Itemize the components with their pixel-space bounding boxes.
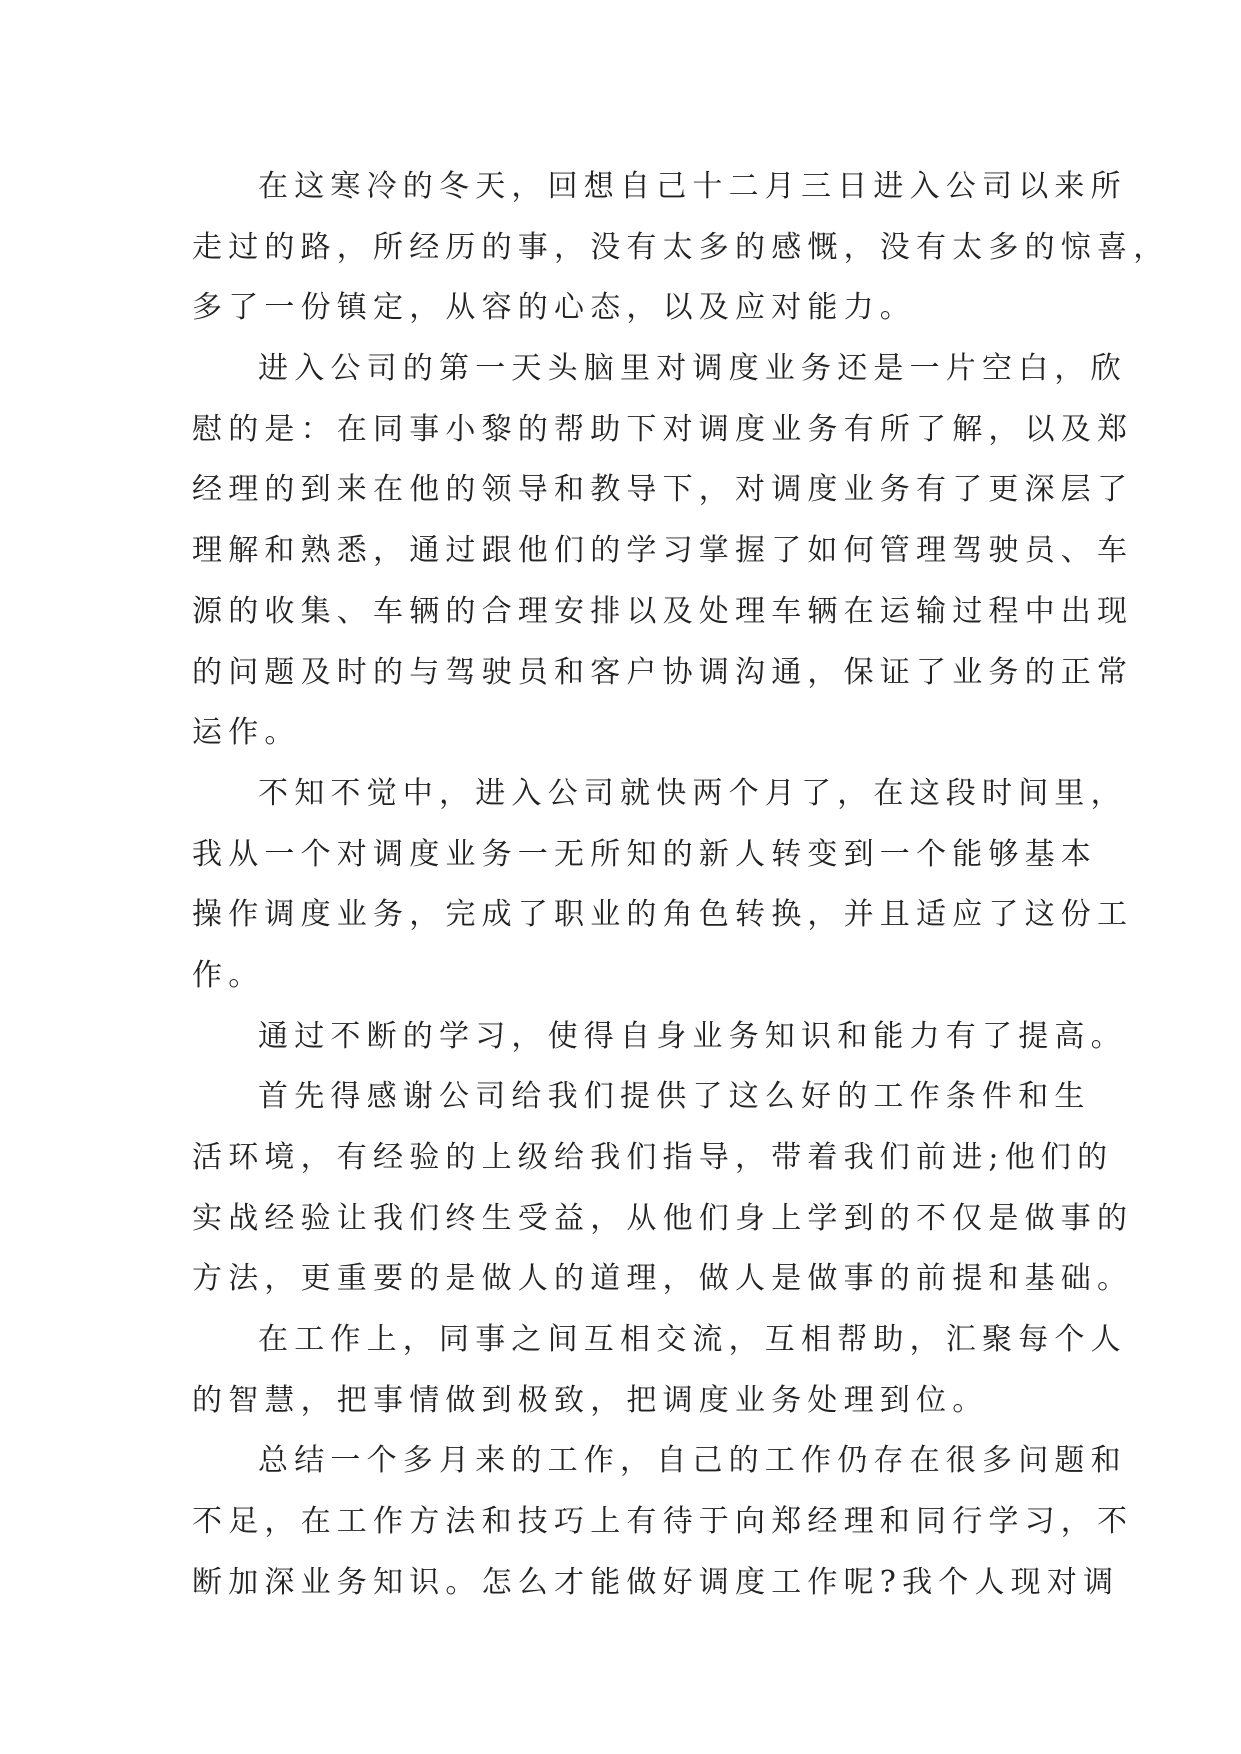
text-line: 走过的路，所经历的事，没有太多的感慨，没有太多的惊喜，: [192, 229, 1170, 265]
text-line: 在工作上，同事之间互相交流，互相帮助，汇聚每个人: [258, 1322, 1127, 1358]
text-line: 多了一份镇定，从容的心态，以及应对能力。: [192, 290, 916, 326]
text-line: 不足，在工作方法和技巧上有待于向郑经理和同行学习，不: [192, 1504, 1134, 1540]
text-line: 我从一个对调度业务一无所知的新人转变到一个能够基本: [192, 836, 1097, 872]
text-line: 的问题及时的与驾驶员和客户协调沟通，保证了业务的正常: [192, 654, 1134, 690]
text-line: 的智慧，把事情做到极致，把调度业务处理到位。: [192, 1382, 989, 1418]
text-line: 经理的到来在他的领导和教导下，对调度业务有了更深层了: [192, 472, 1134, 508]
paragraph-7: [192, 1431, 1134, 1613]
text-line: 断加深业务知识。怎么才能做好调度工作呢?我个人现对调: [192, 1564, 1120, 1600]
paragraph-3: [192, 764, 1134, 1007]
text-line: 不知不觉中，进入公司就快两个月了，在这段时间里，: [258, 775, 1127, 811]
text-line: 活环境，有经验的上级给我们指导，带着我们前进;他们的: [192, 1140, 1114, 1175]
text-line: 操作调度业务，完成了职业的角色转换，并且适应了这份工: [192, 897, 1134, 933]
text-line: 通过不断的学习，使得自身业务知识和能力有了提高。: [258, 1018, 1127, 1054]
text-line: 首先得感谢公司给我们提供了这么好的工作条件和生: [258, 1079, 1091, 1115]
text-line: 源的收集、车辆的合理安排以及处理车辆在运输过程中出现: [192, 593, 1134, 629]
paragraph-2: [192, 339, 1134, 764]
text-line: 总结一个多月来的工作，自己的工作仍存在很多问题和: [258, 1443, 1127, 1479]
paragraph-5: [192, 1067, 1134, 1310]
text-line: 作。: [192, 957, 265, 993]
text-line: 进入公司的第一天头脑里对调度业务还是一片空白，欣: [258, 351, 1127, 387]
text-line: 在这寒冷的冬天，回想自己十二月三日进入公司以来所: [258, 169, 1127, 204]
paragraph-4: [192, 1007, 1127, 1068]
text-line: 方法，更重要的是做人的道理，做人是做事的前提和基础。: [192, 1261, 1134, 1297]
text-line: 慰的是：在同事小黎的帮助下对调度业务有所了解，以及郑: [192, 411, 1134, 447]
paragraph-6: [192, 1310, 1127, 1431]
paragraph-1: [192, 157, 1170, 339]
document-body: [192, 157, 1170, 1614]
text-line: 实战经验让我们终生受益，从他们身上学到的不仅是做事的: [192, 1200, 1134, 1236]
text-line: 运作。: [192, 715, 301, 751]
text-line: 理解和熟悉，通过跟他们的学习掌握了如何管理驾驶员、车: [192, 533, 1134, 569]
